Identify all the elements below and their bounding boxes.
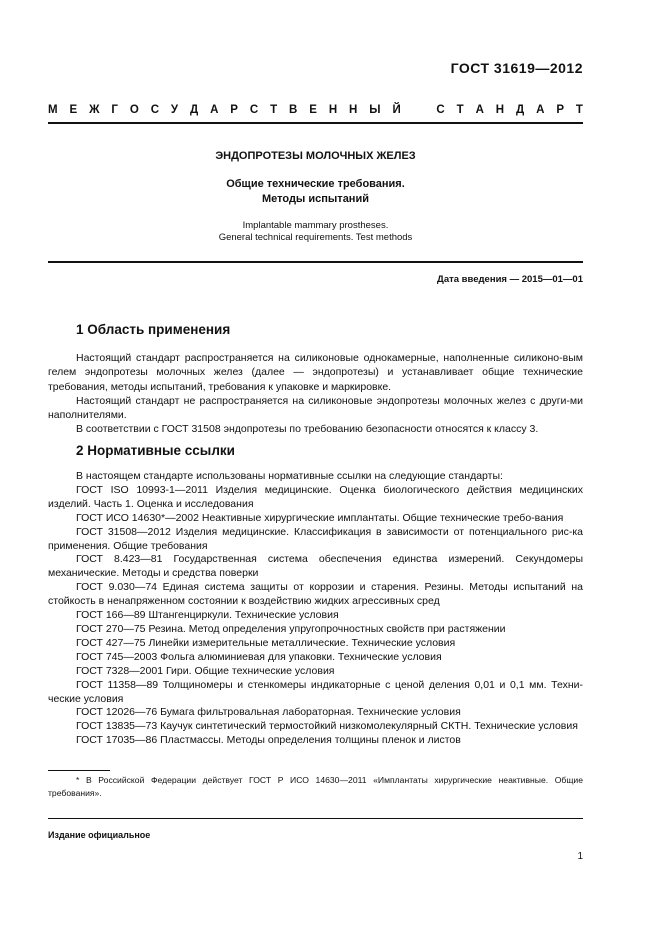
banner-letter: Р [556, 104, 565, 116]
reference-item: ГОСТ 270—75 Резина. Метод определения упругопрочностных свойств при растяжении [76, 622, 506, 635]
reference-item: ГОСТ 13835—73 Каучук синтетический термостойкий низкомолекулярный СКТН. Технические условия [76, 720, 578, 733]
banner-letter: Н [349, 104, 358, 116]
reference-item: ГОСТ 8.423—81 Государственная система обеспечения единства измерений. Секундомеры механические. Методы и средства поверки [48, 553, 583, 580]
banner-letter: Н [495, 104, 505, 116]
footnote [48, 774, 583, 800]
footer-rule [48, 818, 583, 819]
footnote-text: * В Российской Федерации действует ГОСТ Р ИСО 14630—2011 «Имплантаты хирургические неактивные. Общие требования». [48, 775, 583, 798]
interstate-standard-banner [48, 104, 583, 116]
section-1-paragraph: Настоящий стандарт распространяется на силиконовые однокамерные, наполненные силиконо-вым гелем эндопротезы молочных желез (далее — эндопротезы) и устанавливает общие технические требования, методы испытаний, требования к упаковке и маркировке. [48, 352, 583, 393]
reference-item: ГОСТ 31508—2012 Изделия медицинские. Классификация в зависимости от потенциального рис-ка применения. Общие требования [48, 525, 583, 552]
reference-item: ГОСТ 166—89 Штангенциркули. Технические условия [76, 609, 339, 622]
footnote-separator [48, 770, 110, 771]
references-intro: В настоящем стандарте использованы нормативные ссылки на следующие стандарты: [76, 470, 503, 482]
banner-letter: С [436, 104, 445, 116]
banner-letter: С [249, 104, 259, 116]
banner-letter: О [129, 104, 139, 116]
english-title-2: General technical requirements. Test methods [218, 232, 413, 243]
document-subtitle-2: Методы испытаний [262, 193, 369, 205]
title-rule [48, 261, 583, 263]
banner-letter: Т [270, 104, 278, 116]
reference-item: ГОСТ 17035—86 Пластмассы. Методы определения толщины пленок и листов [76, 734, 461, 747]
banner-letter: Н [328, 104, 338, 116]
banner-letter: Е [309, 104, 317, 116]
reference-item: ГОСТ ISO 10993-1—2011 Изделия медицинские. Оценка биологического действия медицинских изделий. Часть 1. Оценка и исследования [48, 483, 583, 510]
banner-letter: М [48, 104, 58, 116]
banner-letter: А [210, 104, 219, 116]
standard-code: ГОСТ 31619—2012 [450, 60, 583, 76]
official-edition-label: Издание официальное [48, 830, 151, 840]
banner-letter: Ы [369, 104, 381, 116]
reference-item: ГОСТ 12026—76 Бумага фильтровальная лабораторная. Технические условия [76, 706, 461, 719]
banner-letter: Ж [89, 104, 100, 116]
introduction-date: Дата введения — 2015—01—01 [437, 274, 583, 285]
reference-item: ГОСТ ИСО 14630*—2002 Неактивные хирургические имплантаты. Общие технические требо-вания [76, 511, 564, 524]
banner-letter: Е [69, 104, 78, 116]
banner-letter: В [289, 104, 298, 116]
section-1-body [48, 351, 583, 437]
section-1-paragraph: В соответствии с ГОСТ 31508 эндопротезы по требованию безопасности относятся к классу 3. [76, 423, 539, 436]
banner-letter: Г [111, 104, 118, 116]
banner-letter: Р [230, 104, 238, 116]
banner-letter: А [475, 104, 484, 116]
banner-letter: А [536, 104, 545, 116]
section-2-heading: 2 Нормативные ссылки [76, 443, 235, 458]
document-title: ЭНДОПРОТЕЗЫ МОЛОЧНЫХ ЖЕЛЕЗ [215, 150, 416, 162]
reference-item: ГОСТ 427—75 Линейки измерительные металлические. Технические условия [76, 636, 456, 649]
banner-letter: Т [456, 104, 464, 116]
reference-item: ГОСТ 11358—89 Толщиномеры и стенкомеры индикаторные с ценой деления 0,01 и 0,1 мм. Техни-ческие условия [48, 678, 583, 705]
banner-letter: Д [516, 104, 525, 116]
document-subtitle-1: Общие технические требования. [226, 178, 405, 190]
section-1-heading: 1 Область применения [76, 322, 231, 337]
page-number: 1 [577, 851, 583, 862]
reference-item: ГОСТ 9.030—74 Единая система защиты от коррозии и старения. Резины. Методы испытаний на стойкость в ненапряженном состоянии к воздействию жидких агрессивных сред [48, 581, 583, 608]
banner-letter: У [170, 104, 179, 116]
banner-letter: Д [189, 104, 199, 116]
reference-item: ГОСТ 745—2003 Фольга алюминиевая для упаковки. Технические условия [76, 650, 442, 663]
header-rule [48, 122, 583, 124]
banner-letter: С [150, 104, 159, 116]
banner-letter: Т [575, 104, 583, 116]
section-1-paragraph: Настоящий стандарт не распространяется на силиконовые эндопротезы молочных желез с други-ми наполнителями. [48, 394, 583, 422]
normative-references-list [48, 470, 583, 748]
banner-letter: Й [392, 104, 401, 116]
reference-item: ГОСТ 7328—2001 Гири. Общие технические условия [76, 664, 335, 677]
english-title-1: Implantable mammary prostheses. [242, 220, 389, 231]
